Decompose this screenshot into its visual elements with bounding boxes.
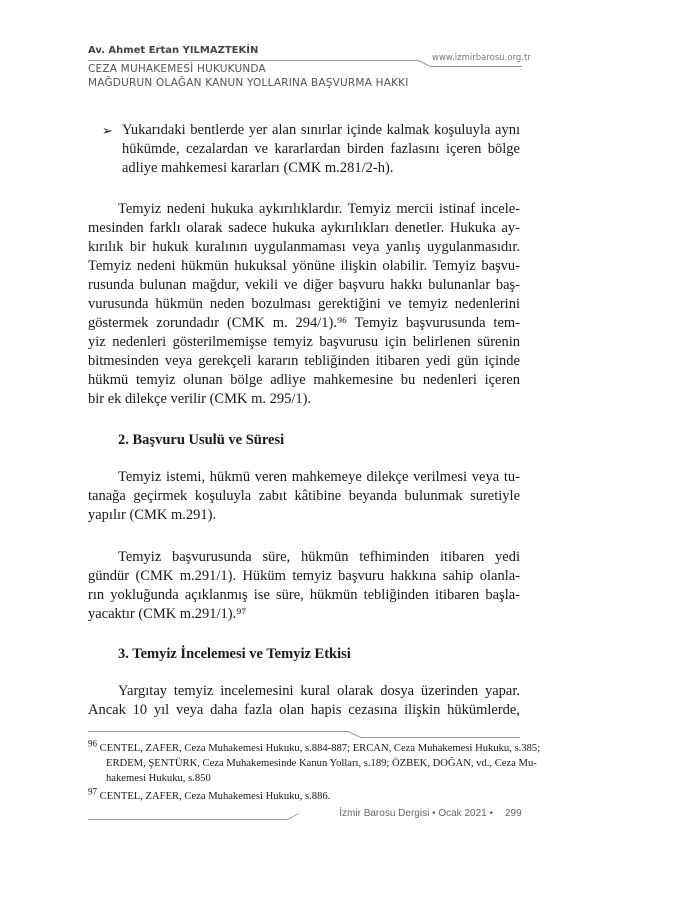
footnote-97 — [88, 786, 520, 804]
footnote-96 — [88, 738, 541, 786]
arrow-bullet-icon: ➢ — [102, 123, 113, 138]
paragraph-1 — [122, 121, 520, 178]
footer-rule-bend — [288, 813, 299, 820]
footer-rule — [88, 819, 288, 820]
text-line: tanağa geçirmek koşuluyla zabıt kâtibine beyanda bulunmak suretiyle — [88, 488, 520, 504]
text-line: vurusunda hükmün neden bozulması gerektiğini ve temyiz nedenlerini — [88, 296, 520, 312]
paragraph-2 — [88, 200, 520, 409]
text-line: göstermek zorundadır (CMK m. 294/1).⁹⁶ Temyiz başvurusunda tem- — [88, 315, 520, 331]
text-line: Yukarıdaki bentlerde yer alan sınırlar içinde kalmak koşuluyla aynı — [122, 122, 520, 138]
section-heading-3: 3. Temyiz İncelemesi ve Temyiz Etkisi — [118, 646, 351, 662]
paragraph-5 — [88, 682, 520, 720]
text-line: mesinden farklı olarak sadece hukuka aykırılıkları denetler. Hukuka ay- — [88, 220, 520, 236]
text-line: Temyiz istemi, hükmü veren mahkemeye dilekçe verilmesi veya tu- — [118, 469, 520, 485]
website-link[interactable]: www.izmirbarosu.org.tr — [432, 53, 531, 63]
section-heading-2: 2. Başvuru Usulü ve Süresi — [118, 432, 285, 448]
text-line: Temyiz nedeni hukuka aykırılıklardır. Temyiz mercii istinaf incele- — [118, 201, 520, 217]
paragraph-4 — [88, 548, 520, 624]
text-line: yiz nedenleri gösterilmemişse temyiz başvurusu için belirlenen sürenin — [88, 334, 520, 350]
journal-name: İzmir Barosu Dergisi • Ocak 2021 • — [339, 808, 493, 819]
text-line: hükümde, cezalardan ve kararlardan birden fazlasını içeren bölge — [122, 141, 520, 157]
text-line: Yargıtay temyiz incelemesini kural olarak dosya üzerinden yapar. — [118, 683, 520, 699]
footnote-number: 97 — [88, 786, 97, 797]
text-line: gündür (CMK m.291/1). Hüküm temyiz başvuru hakkına sahip olanla- — [88, 568, 520, 584]
text-line: rın yokluğunda açıklanmış ise süre, hükmün tebliğinden itibaren başla- — [88, 587, 520, 603]
running-title-line1: CEZA MUHAKEMESİ HUKUKUNDA — [88, 63, 266, 75]
header-rule-right — [430, 66, 522, 67]
text-line: bir ek dilekçe verilir (CMK m. 295/1). — [88, 391, 312, 407]
text-line: yacaktır (CMK m.291/1).⁹⁷ — [88, 606, 247, 622]
text-line: CENTEL, ZAFER, Ceza Muhakemesi Hukuku, s.886. — [99, 791, 331, 802]
footnote-rule-bend — [348, 731, 361, 738]
text-line: ERDEM, ŞENTÜRK, Ceza Muhakemesinde Kanun Yolları, s.189; ÖZBEK, DOĞAN, vd., Ceza Mu- — [106, 758, 537, 769]
text-line: yapılır (CMK m.291). — [88, 507, 217, 523]
text-line: rusunda bulunan mağdur, vekili ve diğer başvuru hakkı bulunanlar baş- — [88, 277, 520, 293]
text-line: Temyiz başvurusunda süre, hükmün tefhiminden itibaren yedi — [118, 549, 520, 565]
footnote-rule — [88, 731, 348, 732]
running-title-line2: MAĞDURUN OLAĞAN KANUN YOLLARINA BAŞVURMA HAKKI — [88, 77, 409, 89]
header-rule — [88, 60, 418, 61]
text-line: Temyiz nedeni hükmün hukuksal yönüne ilişkin olabilir. Temyiz başvu- — [88, 258, 520, 274]
paragraph-3 — [88, 468, 520, 525]
text-line: CENTEL, ZAFER, Ceza Muhakemesi Hukuku, s.884-887; ERCAN, Ceza Muhakemesi Hukuku, s.385; — [99, 743, 541, 754]
author-name: Av. Ahmet Ertan YILMAZTEKİN — [88, 45, 259, 56]
text-line: adliye mahkemesi kararları (CMK m.281/2-h). — [122, 160, 394, 176]
text-line: hakemesi Hukuku, s.850 — [106, 773, 211, 784]
text-line: bitmesinden veya gerekçeli kararın tebliğinden itibaren yedi gün içinde — [88, 353, 520, 369]
page-number: 299 — [505, 808, 522, 819]
footnote-rule-right — [360, 737, 520, 738]
text-line: hükmü temyiz olunan bölge adliye mahkemesine bu nedenleri içeren — [88, 372, 520, 388]
footnote-number: 96 — [88, 738, 97, 749]
header-rule-bend — [418, 60, 431, 67]
text-line: kırılık bir hukuk kuralının uygulanmaması veya yanlış uygulanmasıdır. — [88, 239, 520, 255]
text-line: Ancak 10 yıl veya daha fazla olan hapis cezasına ilişkin hükümlerde, — [88, 702, 520, 718]
